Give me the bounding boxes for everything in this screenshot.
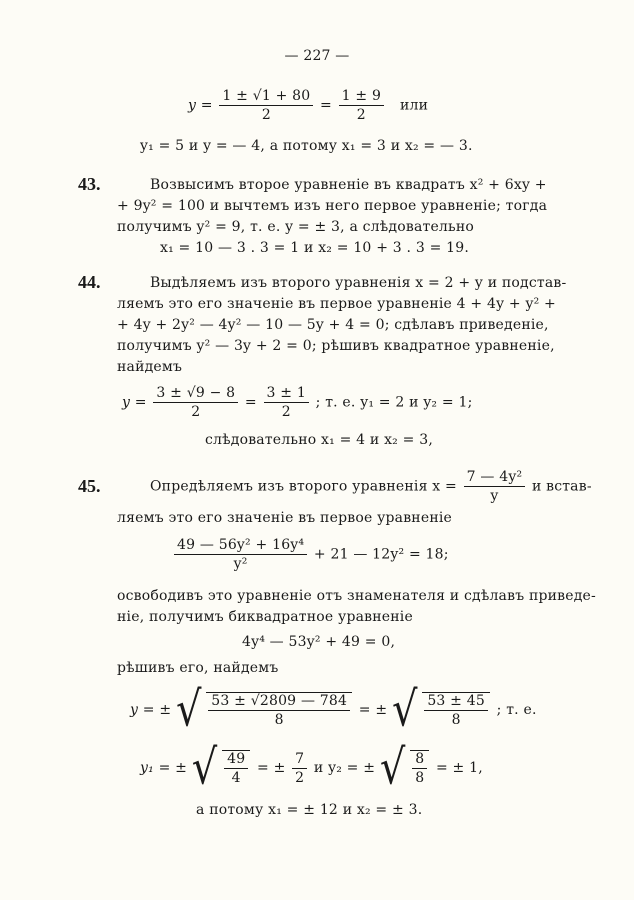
text-line: 4y⁴ — 53y² + 49 = 0, bbox=[242, 634, 396, 650]
numerator: 3 ± 1 bbox=[264, 385, 309, 403]
text-line: найдемъ bbox=[117, 359, 183, 375]
denominator: 4 bbox=[231, 770, 241, 786]
equation-line-45-4 bbox=[140, 740, 483, 796]
denominator: 8 bbox=[415, 770, 425, 786]
text-line: Возвысимъ второе уравненіе въ квадратъ x² + 6xy + bbox=[150, 177, 547, 193]
fraction bbox=[206, 692, 352, 728]
text-line: а потому x₁ = ± 12 и x₂ = ± 3. bbox=[196, 802, 423, 818]
text-line: ляемъ это его значеніе въ первое уравненіе 4 + 4y + y² + bbox=[117, 296, 556, 312]
fraction bbox=[153, 385, 238, 420]
fraction bbox=[222, 750, 250, 786]
problem-number-43: 43. bbox=[78, 174, 101, 194]
eq-text: и y₂ = ± bbox=[313, 760, 376, 776]
text-line: + 4y + 2y² — 4y² — 10 — 5y + 4 = 0; сдѣлавъ приведеніе, bbox=[117, 317, 549, 333]
text-line: x₁ = 10 — 3 . 3 = 1 и x₂ = 10 + 3 . 3 = 19. bbox=[160, 240, 470, 256]
denominator: 8 bbox=[451, 712, 461, 728]
eq-text: y = bbox=[188, 97, 213, 114]
fraction bbox=[292, 751, 307, 786]
numerator: 7 — 4y² bbox=[464, 469, 526, 487]
text-line: Выдѣляемъ изъ второго уравненія x = 2 + y и подстав- bbox=[150, 275, 567, 291]
denominator: 8 bbox=[274, 712, 284, 728]
denominator: 2 bbox=[295, 769, 305, 786]
text-line: получимъ y² = 9, т. е. y = ± 3, а слѣдовательно bbox=[117, 219, 475, 235]
fraction bbox=[339, 88, 384, 123]
text-line: освободивъ это уравненіе отъ знаменателя и сдѣлавъ приведе- bbox=[117, 588, 596, 604]
eq-text: y = ± bbox=[130, 702, 172, 718]
eq-text: и встав- bbox=[531, 478, 592, 495]
text-line: рѣшивъ его, найдемъ bbox=[117, 660, 279, 676]
denominator: y bbox=[490, 488, 499, 504]
fraction bbox=[174, 537, 307, 572]
eq-text: Опредѣляемъ изъ второго уравненія x = bbox=[150, 478, 457, 495]
numerator: 7 bbox=[292, 751, 307, 769]
text-line: + 9y² = 100 и вычтемъ изъ него первое уравненіе; тогда bbox=[117, 198, 548, 214]
eq-text: = bbox=[244, 394, 257, 411]
equation-line-1 bbox=[188, 88, 428, 123]
fraction bbox=[422, 692, 490, 728]
fraction bbox=[264, 385, 309, 420]
eq-text: = bbox=[320, 97, 332, 114]
equation-line-45-2 bbox=[172, 537, 449, 572]
fraction bbox=[219, 88, 313, 123]
denominator: y² bbox=[233, 556, 248, 572]
numerator: 53 ± 45 bbox=[424, 693, 488, 711]
eq-text: ; т. е. bbox=[496, 702, 537, 718]
radical-sign: √ bbox=[379, 740, 406, 796]
eq-text: или bbox=[400, 97, 429, 114]
numerator: 1 ± 9 bbox=[339, 88, 384, 106]
problem-number-44: 44. bbox=[78, 272, 101, 292]
eq-text: y = bbox=[122, 394, 147, 411]
numerator: 3 ± √9 − 8 bbox=[153, 385, 238, 403]
numerator: 49 bbox=[224, 751, 248, 769]
radical-sign: √ bbox=[391, 682, 418, 738]
text-line: y₁ = 5 и y = — 4, а потому x₁ = 3 и x₂ = — 3. bbox=[140, 138, 473, 154]
eq-text: = ± bbox=[256, 760, 286, 776]
eq-text: = ± bbox=[358, 702, 388, 718]
text-line: получимъ y² — 3y + 2 = 0; рѣшивъ квадратное уравненіе, bbox=[117, 338, 555, 354]
text-line: ніе, получимъ биквадратное уравненіе bbox=[117, 609, 413, 625]
radical-sign: √ bbox=[191, 740, 218, 796]
eq-text: + 21 — 12y² = 18; bbox=[313, 546, 449, 563]
denominator: 2 bbox=[281, 404, 291, 420]
text-line: ляемъ это его значеніе въ первое уравненіе bbox=[117, 510, 453, 526]
fraction bbox=[464, 469, 526, 504]
eq-text: y₁ = ± bbox=[140, 760, 188, 776]
equation-line-45-3 bbox=[130, 682, 537, 738]
eq-text: = ± 1, bbox=[435, 760, 483, 776]
problem-number-45: 45. bbox=[78, 476, 101, 496]
equation-line-44 bbox=[122, 385, 473, 420]
numerator: 49 — 56y² + 16y⁴ bbox=[174, 537, 307, 555]
page-number: — 227 — bbox=[284, 48, 350, 64]
numerator: 53 ± √2809 — 784 bbox=[208, 693, 350, 711]
text-line: слѣдовательно x₁ = 4 и x₂ = 3, bbox=[205, 432, 433, 448]
denominator: 2 bbox=[356, 107, 366, 123]
fraction bbox=[410, 750, 429, 786]
equation-line-45-1 bbox=[150, 469, 592, 504]
radical-sign: √ bbox=[175, 682, 202, 738]
denominator: 2 bbox=[191, 404, 201, 420]
denominator: 2 bbox=[261, 107, 271, 123]
numerator: 8 bbox=[412, 751, 427, 769]
numerator: 1 ± √1 + 80 bbox=[219, 88, 313, 106]
eq-text: ; т. е. y₁ = 2 и y₂ = 1; bbox=[315, 394, 473, 411]
